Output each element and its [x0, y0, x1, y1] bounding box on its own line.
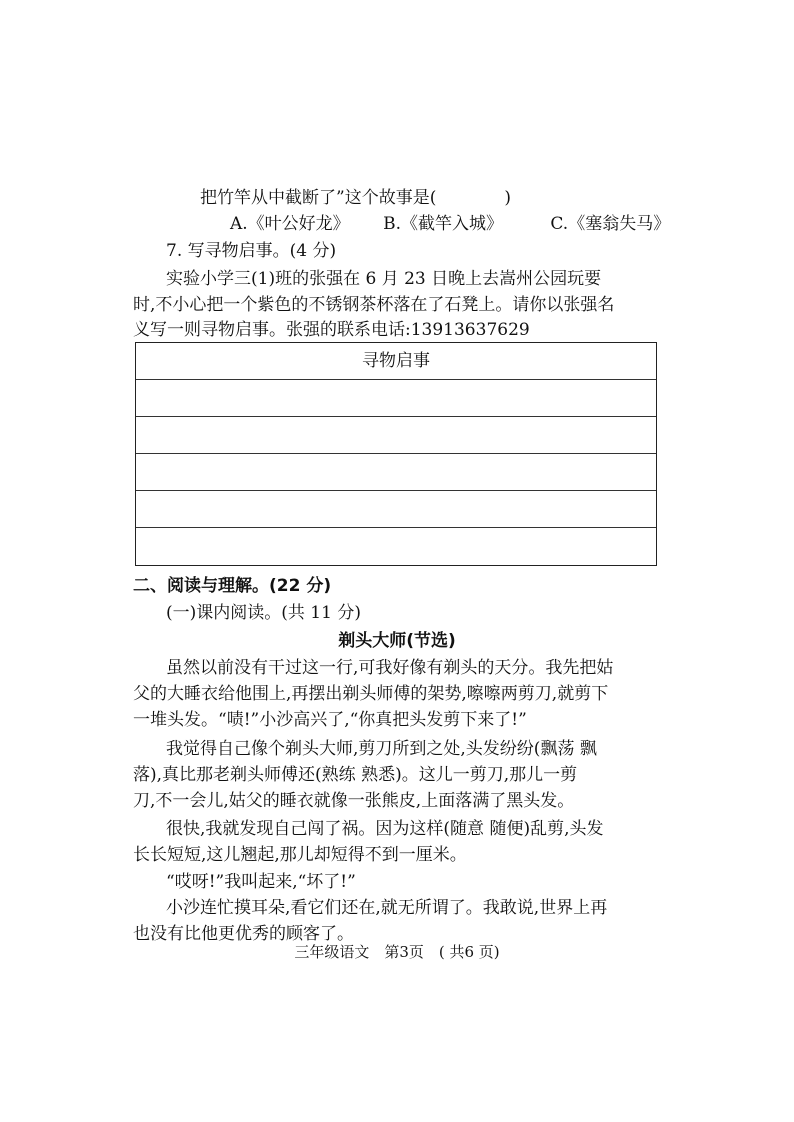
section-2-heading: 二、阅读与理解。(22 分) — [133, 576, 332, 596]
writing-line[interactable] — [136, 491, 656, 528]
lost-notice-title: 寻物启事 — [136, 343, 656, 380]
page-footer: 三年级语文 第3页 ( 共6 页) — [294, 943, 500, 961]
question-6-options — [230, 213, 670, 235]
question-7-text-line-2: 时,不小心把一个紫色的不锈钢茶杯落在了石凳上。请你以张强名 — [133, 295, 615, 315]
passage-line-6: 刀,不一会儿,姑父的睡衣就像一张熊皮,上面落满了黑头发。 — [133, 791, 575, 811]
passage-line-4: 我觉得自己像个剃头大师,剪刀所到之处,头发纷纷(飘荡 飘 — [166, 739, 597, 759]
passage-line-5: 落),真比那老剃头师傅还(熟练 熟悉)。这儿一剪刀,那儿一剪 — [133, 765, 578, 785]
writing-line[interactable] — [136, 380, 656, 417]
writing-line[interactable] — [136, 417, 656, 454]
passage-line-11: 也没有比他更优秀的顾客了。 — [133, 924, 354, 944]
passage-line-3: 一堆头发。“啧!”小沙高兴了,“你真把头发剪下来了!” — [133, 710, 527, 730]
writing-line[interactable] — [136, 528, 656, 565]
passage-title: 剃头大师(节选) — [338, 631, 456, 651]
question-7-text-line-1: 实验小学三(1)班的张强在 6 月 23 日晚上去嵩州公园玩要 — [166, 269, 602, 289]
question-6-stem: 把竹竿从中截断了”这个故事是( ) — [200, 188, 511, 208]
passage-line-9: “哎呀!”我叫起来,“坏了!” — [166, 872, 356, 892]
section-2-subheading: (一)课内阅读。(共 11 分) — [166, 603, 361, 623]
question-7-text-line-3: 义写一则寻物启事。张强的联系电话:13913637629 — [133, 320, 530, 340]
passage-line-8: 长长短短,这儿翘起,那儿却短得不到一厘米。 — [133, 845, 467, 865]
writing-line[interactable] — [136, 454, 656, 491]
passage-line-1: 虽然以前没有干过这一行,可我好像有剃头的天分。我先把姑 — [166, 658, 614, 678]
passage-line-7: 很快,我就发现自己闯了祸。因为这样(随意 随便)乱剪,头发 — [166, 819, 604, 839]
lost-notice-box — [135, 342, 657, 566]
option-b: B.《截竿入城》 — [383, 214, 503, 234]
passage-line-2: 父的大睡衣给他围上,再摆出剃头师傅的架势,嚓嚓两剪刀,就剪下 — [133, 684, 609, 704]
option-a: A.《叶公好龙》 — [230, 214, 350, 234]
option-c: C.《塞翁失马》 — [550, 214, 671, 234]
question-7-title: 7. 写寻物启事。(4 分) — [166, 241, 337, 261]
passage-line-10: 小沙连忙摸耳朵,看它们还在,就无所谓了。我敢说,世界上再 — [166, 898, 608, 918]
